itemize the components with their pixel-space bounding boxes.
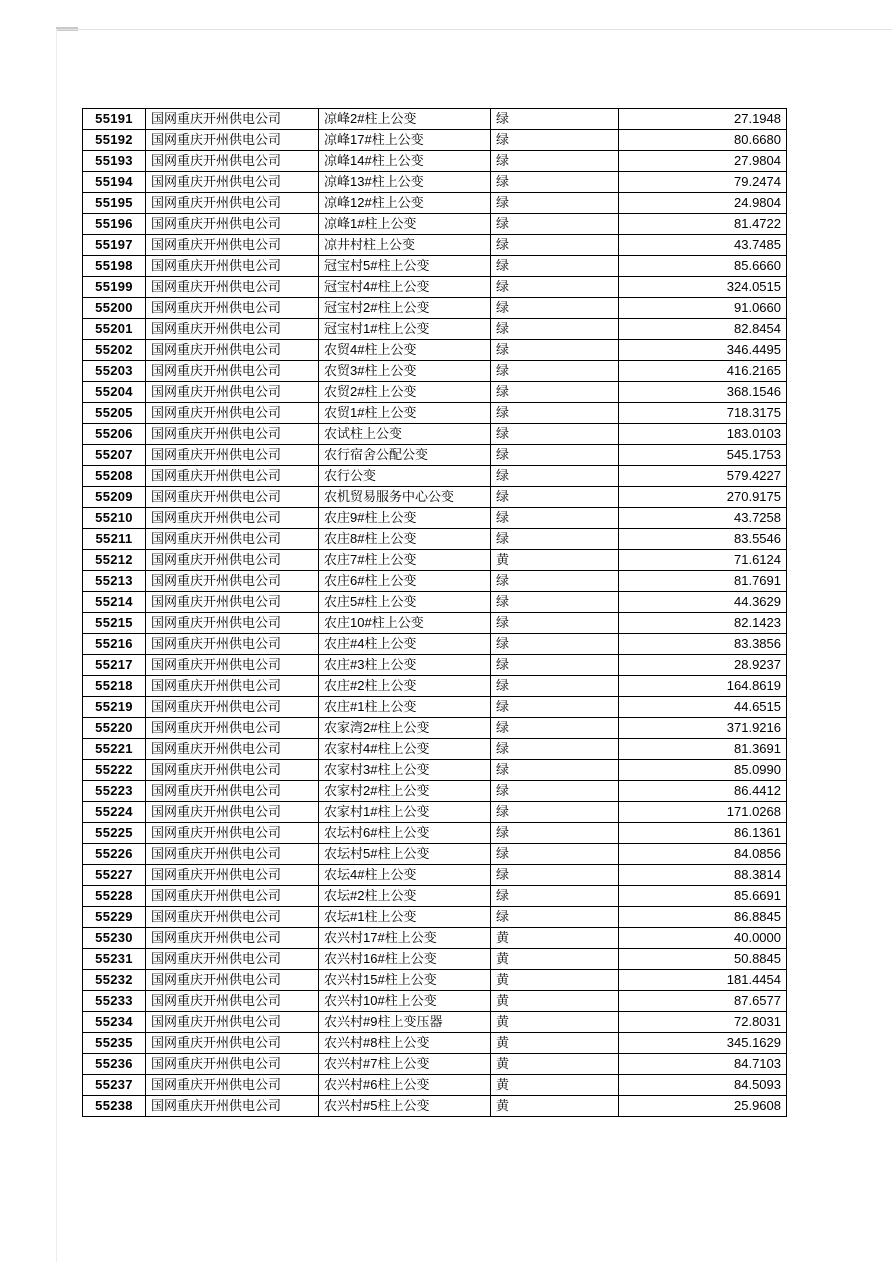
table-row [83,844,787,865]
value-cell: 85.0990 [619,760,787,781]
status-cell: 绿 [491,445,619,466]
row-id-cell: 55229 [83,907,146,928]
company-cell: 国网重庆开州供电公司 [146,193,319,214]
table-row [83,907,787,928]
value-cell: 416.2165 [619,361,787,382]
status-cell: 绿 [491,844,619,865]
table-row [83,361,787,382]
transformer-name-cell: 农庄10#柱上公变 [319,613,491,634]
company-cell: 国网重庆开州供电公司 [146,277,319,298]
value-cell: 86.8845 [619,907,787,928]
transformer-name-cell: 凉峰13#柱上公变 [319,172,491,193]
table-row [83,760,787,781]
row-id-cell: 55234 [83,1012,146,1033]
table-row [83,928,787,949]
row-id-cell: 55215 [83,613,146,634]
table-row [83,214,787,235]
company-cell: 国网重庆开州供电公司 [146,424,319,445]
transformer-name-cell: 冠宝村2#柱上公变 [319,298,491,319]
company-cell: 国网重庆开州供电公司 [146,361,319,382]
transformer-name-cell: 农兴村#5柱上公变 [319,1096,491,1117]
company-cell: 国网重庆开州供电公司 [146,1075,319,1096]
status-cell: 黄 [491,949,619,970]
company-cell: 国网重庆开州供电公司 [146,655,319,676]
value-cell: 86.4412 [619,781,787,802]
row-id-cell: 55212 [83,550,146,571]
company-cell: 国网重庆开州供电公司 [146,907,319,928]
company-cell: 国网重庆开州供电公司 [146,718,319,739]
company-cell: 国网重庆开州供电公司 [146,109,319,130]
value-cell: 91.0660 [619,298,787,319]
row-id-cell: 55200 [83,298,146,319]
value-cell: 28.9237 [619,655,787,676]
company-cell: 国网重庆开州供电公司 [146,487,319,508]
row-id-cell: 55213 [83,571,146,592]
row-id-cell: 55206 [83,424,146,445]
table-row [83,235,787,256]
page-left-edge [56,29,57,1262]
transformer-name-cell: 农家湾2#柱上公变 [319,718,491,739]
status-cell: 绿 [491,382,619,403]
transformer-name-cell: 农庄6#柱上公变 [319,571,491,592]
value-cell: 324.0515 [619,277,787,298]
status-cell: 绿 [491,802,619,823]
value-cell: 545.1753 [619,445,787,466]
value-cell: 86.1361 [619,823,787,844]
status-cell: 绿 [491,508,619,529]
table-row [83,277,787,298]
transformer-name-cell: 农行公变 [319,466,491,487]
row-id-cell: 55235 [83,1033,146,1054]
transformer-name-cell: 农试柱上公变 [319,424,491,445]
status-cell: 绿 [491,886,619,907]
company-cell: 国网重庆开州供电公司 [146,865,319,886]
table-row [83,571,787,592]
row-id-cell: 55231 [83,949,146,970]
company-cell: 国网重庆开州供电公司 [146,991,319,1012]
row-id-cell: 55210 [83,508,146,529]
status-cell: 绿 [491,298,619,319]
company-cell: 国网重庆开州供电公司 [146,697,319,718]
value-cell: 82.8454 [619,319,787,340]
value-cell: 85.6660 [619,256,787,277]
company-cell: 国网重庆开州供电公司 [146,466,319,487]
value-cell: 27.9804 [619,151,787,172]
company-cell: 国网重庆开州供电公司 [146,172,319,193]
row-id-cell: 55227 [83,865,146,886]
row-id-cell: 55220 [83,718,146,739]
company-cell: 国网重庆开州供电公司 [146,1033,319,1054]
row-id-cell: 55224 [83,802,146,823]
status-cell: 绿 [491,823,619,844]
company-cell: 国网重庆开州供电公司 [146,1054,319,1075]
status-cell: 绿 [491,571,619,592]
status-cell: 绿 [491,193,619,214]
status-cell: 黄 [491,1033,619,1054]
transformer-name-cell: 农兴村#8柱上公变 [319,1033,491,1054]
company-cell: 国网重庆开州供电公司 [146,340,319,361]
company-cell: 国网重庆开州供电公司 [146,844,319,865]
table-row [83,949,787,970]
transformer-name-cell: 农贸1#柱上公变 [319,403,491,424]
value-cell: 84.7103 [619,1054,787,1075]
value-cell: 368.1546 [619,382,787,403]
company-cell: 国网重庆开州供电公司 [146,1096,319,1117]
row-id-cell: 55192 [83,130,146,151]
company-cell: 国网重庆开州供电公司 [146,319,319,340]
value-cell: 171.0268 [619,802,787,823]
status-cell: 绿 [491,718,619,739]
company-cell: 国网重庆开州供电公司 [146,130,319,151]
row-id-cell: 55223 [83,781,146,802]
company-cell: 国网重庆开州供电公司 [146,256,319,277]
value-cell: 24.9804 [619,193,787,214]
transformer-name-cell: 凉峰17#柱上公变 [319,130,491,151]
transformer-name-cell: 凉峰1#柱上公变 [319,214,491,235]
table-row [83,718,787,739]
table-row [83,970,787,991]
status-cell: 黄 [491,550,619,571]
transformer-name-cell: 农兴村16#柱上公变 [319,949,491,970]
row-id-cell: 55191 [83,109,146,130]
status-cell: 黄 [491,1012,619,1033]
row-id-cell: 55238 [83,1096,146,1117]
value-cell: 44.6515 [619,697,787,718]
status-cell: 绿 [491,172,619,193]
transformer-name-cell: 农兴村10#柱上公变 [319,991,491,1012]
status-cell: 黄 [491,928,619,949]
value-cell: 81.3691 [619,739,787,760]
table-row [83,1012,787,1033]
status-cell: 绿 [491,424,619,445]
status-cell: 绿 [491,739,619,760]
table-row [83,802,787,823]
row-id-cell: 55226 [83,844,146,865]
row-id-cell: 55193 [83,151,146,172]
status-cell: 黄 [491,1096,619,1117]
table-row [83,256,787,277]
company-cell: 国网重庆开州供电公司 [146,298,319,319]
transformer-name-cell: 农兴村#9柱上变压器 [319,1012,491,1033]
company-cell: 国网重庆开州供电公司 [146,445,319,466]
table-row [83,466,787,487]
value-cell: 50.8845 [619,949,787,970]
table-row [83,676,787,697]
value-cell: 85.6691 [619,886,787,907]
value-cell: 81.7691 [619,571,787,592]
transformer-name-cell: 农庄#1柱上公变 [319,697,491,718]
status-cell: 绿 [491,130,619,151]
status-cell: 绿 [491,361,619,382]
transformer-name-cell: 农庄#2柱上公变 [319,676,491,697]
company-cell: 国网重庆开州供电公司 [146,970,319,991]
value-cell: 183.0103 [619,424,787,445]
row-id-cell: 55208 [83,466,146,487]
value-cell: 345.1629 [619,1033,787,1054]
transformer-name-cell: 农坛4#柱上公变 [319,865,491,886]
row-id-cell: 55197 [83,235,146,256]
status-cell: 绿 [491,529,619,550]
company-cell: 国网重庆开州供电公司 [146,676,319,697]
transformer-name-cell: 农兴村#7柱上公变 [319,1054,491,1075]
row-id-cell: 55214 [83,592,146,613]
table-row [83,739,787,760]
transformer-name-cell: 农家村3#柱上公变 [319,760,491,781]
value-cell: 82.1423 [619,613,787,634]
company-cell: 国网重庆开州供电公司 [146,949,319,970]
table-row [83,508,787,529]
transformer-name-cell: 凉峰14#柱上公变 [319,151,491,172]
transformer-name-cell: 农贸4#柱上公变 [319,340,491,361]
table-row [83,781,787,802]
row-id-cell: 55195 [83,193,146,214]
status-cell: 绿 [491,151,619,172]
table-row [83,991,787,1012]
row-id-cell: 55233 [83,991,146,1012]
row-id-cell: 55203 [83,361,146,382]
status-cell: 绿 [491,340,619,361]
status-cell: 黄 [491,991,619,1012]
table-row [83,1075,787,1096]
status-cell: 绿 [491,781,619,802]
value-cell: 346.4495 [619,340,787,361]
row-id-cell: 55225 [83,823,146,844]
company-cell: 国网重庆开州供电公司 [146,550,319,571]
table-row [83,592,787,613]
value-cell: 71.6124 [619,550,787,571]
value-cell: 579.4227 [619,466,787,487]
status-cell: 绿 [491,214,619,235]
status-cell: 绿 [491,277,619,298]
value-cell: 43.7258 [619,508,787,529]
status-cell: 绿 [491,466,619,487]
table-row [83,529,787,550]
company-cell: 国网重庆开州供电公司 [146,634,319,655]
status-cell: 绿 [491,655,619,676]
row-id-cell: 55230 [83,928,146,949]
value-cell: 270.9175 [619,487,787,508]
row-id-cell: 55211 [83,529,146,550]
status-cell: 黄 [491,1054,619,1075]
row-id-cell: 55237 [83,1075,146,1096]
table-row [83,823,787,844]
company-cell: 国网重庆开州供电公司 [146,823,319,844]
table-row [83,109,787,130]
table-row [83,655,787,676]
row-id-cell: 55204 [83,382,146,403]
transformer-name-cell: 农庄#3柱上公变 [319,655,491,676]
company-cell: 国网重庆开州供电公司 [146,235,319,256]
table-row [83,298,787,319]
page-top-edge [56,29,892,30]
table-row [83,550,787,571]
row-id-cell: 55222 [83,760,146,781]
value-cell: 87.6577 [619,991,787,1012]
value-cell: 43.7485 [619,235,787,256]
status-cell: 黄 [491,1075,619,1096]
value-cell: 84.0856 [619,844,787,865]
value-cell: 164.8619 [619,676,787,697]
row-id-cell: 55232 [83,970,146,991]
company-cell: 国网重庆开州供电公司 [146,529,319,550]
transformer-name-cell: 农兴村15#柱上公变 [319,970,491,991]
transformer-name-cell: 农家村1#柱上公变 [319,802,491,823]
transformer-name-cell: 冠宝村1#柱上公变 [319,319,491,340]
transformer-name-cell: 农机贸易服务中心公变 [319,487,491,508]
transformer-name-cell: 农庄7#柱上公变 [319,550,491,571]
status-cell: 绿 [491,760,619,781]
company-cell: 国网重庆开州供电公司 [146,613,319,634]
table-row [83,1054,787,1075]
table-row [83,424,787,445]
transformer-name-cell: 农兴村#6柱上公变 [319,1075,491,1096]
row-id-cell: 55221 [83,739,146,760]
value-cell: 83.3856 [619,634,787,655]
table-row [83,1096,787,1117]
status-cell: 绿 [491,613,619,634]
row-id-cell: 55194 [83,172,146,193]
table-row [83,193,787,214]
transformer-name-cell: 农家村4#柱上公变 [319,739,491,760]
status-cell: 绿 [491,487,619,508]
transformer-name-cell: 农坛#1柱上公变 [319,907,491,928]
status-cell: 绿 [491,235,619,256]
transformer-name-cell: 凉峰12#柱上公变 [319,193,491,214]
value-cell: 81.4722 [619,214,787,235]
row-id-cell: 55218 [83,676,146,697]
transformer-name-cell: 农家村2#柱上公变 [319,781,491,802]
value-cell: 27.1948 [619,109,787,130]
value-cell: 88.3814 [619,865,787,886]
row-id-cell: 55199 [83,277,146,298]
table-row [83,886,787,907]
value-cell: 83.5546 [619,529,787,550]
company-cell: 国网重庆开州供电公司 [146,1012,319,1033]
table-row [83,340,787,361]
transformer-name-cell: 冠宝村4#柱上公变 [319,277,491,298]
row-id-cell: 55236 [83,1054,146,1075]
company-cell: 国网重庆开州供电公司 [146,508,319,529]
transformer-name-cell: 农庄9#柱上公变 [319,508,491,529]
transformer-name-cell: 农坛村5#柱上公变 [319,844,491,865]
company-cell: 国网重庆开州供电公司 [146,802,319,823]
row-id-cell: 55205 [83,403,146,424]
table-row [83,1033,787,1054]
table-row [83,172,787,193]
table-row [83,865,787,886]
row-id-cell: 55209 [83,487,146,508]
row-id-cell: 55207 [83,445,146,466]
company-cell: 国网重庆开州供电公司 [146,760,319,781]
table-row [83,151,787,172]
status-cell: 绿 [491,319,619,340]
company-cell: 国网重庆开州供电公司 [146,403,319,424]
transformer-name-cell: 凉峰2#柱上公变 [319,109,491,130]
company-cell: 国网重庆开州供电公司 [146,214,319,235]
data-table [82,108,787,1117]
status-cell: 绿 [491,634,619,655]
transformer-name-cell: 农庄#4柱上公变 [319,634,491,655]
row-id-cell: 55196 [83,214,146,235]
company-cell: 国网重庆开州供电公司 [146,886,319,907]
status-cell: 绿 [491,676,619,697]
transformer-name-cell: 凉井村柱上公变 [319,235,491,256]
status-cell: 绿 [491,865,619,886]
row-id-cell: 55219 [83,697,146,718]
status-cell: 绿 [491,592,619,613]
value-cell: 44.3629 [619,592,787,613]
value-cell: 40.0000 [619,928,787,949]
status-cell: 绿 [491,697,619,718]
company-cell: 国网重庆开州供电公司 [146,781,319,802]
table-row [83,403,787,424]
status-cell: 绿 [491,907,619,928]
company-cell: 国网重庆开州供电公司 [146,739,319,760]
status-cell: 绿 [491,109,619,130]
transformer-name-cell: 农贸2#柱上公变 [319,382,491,403]
status-cell: 绿 [491,403,619,424]
transformer-name-cell: 农兴村17#柱上公变 [319,928,491,949]
table-row [83,634,787,655]
table-row [83,382,787,403]
table-row [83,487,787,508]
transformer-name-cell: 冠宝村5#柱上公变 [319,256,491,277]
table-row [83,697,787,718]
status-cell: 绿 [491,256,619,277]
table-row [83,613,787,634]
value-cell: 80.6680 [619,130,787,151]
company-cell: 国网重庆开州供电公司 [146,592,319,613]
value-cell: 84.5093 [619,1075,787,1096]
row-id-cell: 55216 [83,634,146,655]
transformer-name-cell: 农坛#2柱上公变 [319,886,491,907]
company-cell: 国网重庆开州供电公司 [146,571,319,592]
transformer-name-cell: 农行宿舍公配公变 [319,445,491,466]
company-cell: 国网重庆开州供电公司 [146,151,319,172]
table-row [83,319,787,340]
value-cell: 718.3175 [619,403,787,424]
transformer-name-cell: 农坛村6#柱上公变 [319,823,491,844]
table-body [83,109,787,1117]
status-cell: 黄 [491,970,619,991]
row-id-cell: 55228 [83,886,146,907]
value-cell: 371.9216 [619,718,787,739]
table-row [83,130,787,151]
row-id-cell: 55217 [83,655,146,676]
row-id-cell: 55201 [83,319,146,340]
row-id-cell: 55202 [83,340,146,361]
company-cell: 国网重庆开州供电公司 [146,928,319,949]
table-row [83,445,787,466]
value-cell: 25.9608 [619,1096,787,1117]
transformer-name-cell: 农庄8#柱上公变 [319,529,491,550]
transformer-name-cell: 农庄5#柱上公变 [319,592,491,613]
company-cell: 国网重庆开州供电公司 [146,382,319,403]
value-cell: 79.2474 [619,172,787,193]
row-id-cell: 55198 [83,256,146,277]
value-cell: 181.4454 [619,970,787,991]
value-cell: 72.8031 [619,1012,787,1033]
transformer-name-cell: 农贸3#柱上公变 [319,361,491,382]
